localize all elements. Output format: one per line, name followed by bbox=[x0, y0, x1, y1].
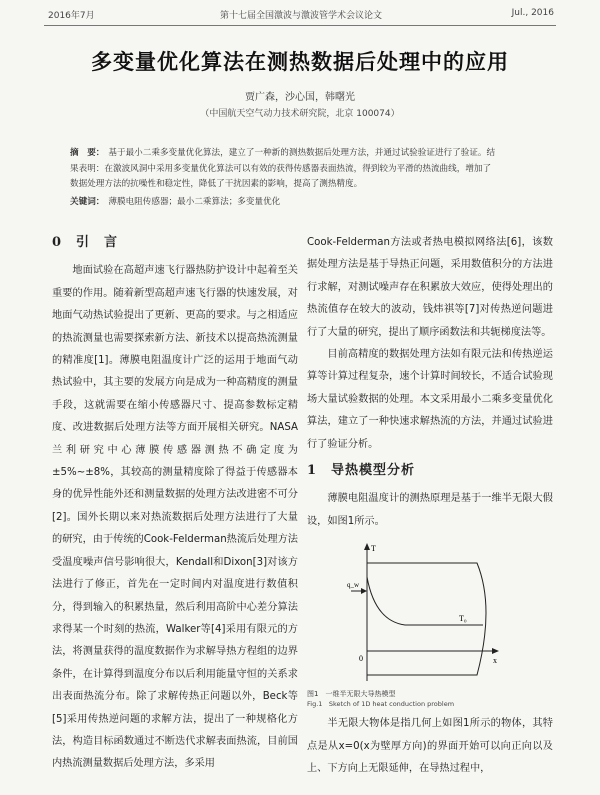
figure-caption-en: Fig.1 Sketch of 1D heat conduction problem bbox=[307, 700, 455, 709]
keywords-text: 薄膜电阻传感器；最小二乘算法；多变量优化 bbox=[108, 196, 281, 207]
section-number: 1 bbox=[307, 463, 318, 479]
paper-affiliation: （中国航天空气动力技术研究院，北京 100074） bbox=[200, 109, 400, 119]
abstract-label: 摘 要： bbox=[70, 148, 105, 158]
axis-label-origin: 0 bbox=[359, 654, 363, 664]
abstract-block bbox=[70, 146, 540, 210]
section-title: 导热模型分析 bbox=[331, 463, 416, 479]
right-column bbox=[307, 232, 553, 781]
header-conference: 第十七届全国激波与激波管学术会议论文 bbox=[220, 11, 383, 21]
abstract-line: 果表明：在激波风洞中采用多变量优化算法可以有效的获得传感器表面热流，得到较为平滑的热流曲线，增加了 bbox=[70, 163, 492, 174]
body-paragraph: 半无限大物体是指几何上如图1所示的物体，其特点是从x=0(x为壁厚方向)的界面开始可以向正向以及上、下方向上无限延伸，在导热过程中， bbox=[307, 718, 553, 775]
running-header bbox=[0, 8, 600, 22]
axis-label-x: x bbox=[493, 656, 497, 666]
keywords-line bbox=[70, 195, 540, 211]
paper-authors: 贾广森，沙心国，韩曙光 bbox=[245, 92, 355, 103]
body-paragraph: 地面试验在高超声速飞行器热防护设计中起着至关重要的作用。随着新型高超声速飞行器的快速发展，对地面气动热试验提出了更新、更高的要求。与之相适应的热流测量也需要探索新方法、新技术以提高热流测量的精准度[1]。薄膜电阻温度计广泛的运用于地面气动热试验中，其主要的发展方向是成为一种高精度的测量手段，这就需要在缩小传感器尺寸、提高参数标定精度、改进数据后处理方法等方面开展相关研究。NASA兰利研究中心薄膜传感器测热不确定度为±5%~±8%，其较高的测量精度除了得益于传感器本身的优异性能外还和测量数据的处理方法改进密不可分[2]。国外长期以来对热流数据后处理方法进行了大量的研究，由于传统的Cook-Felderman热流后处理方法受温度噪声信号影响很大，Kendall和Dixon[3]对该方法进行了修正，首先在一定时间内对温度进行数值积分，得到输入的积累热量，然后利用高阶中心差分算法求得某一个时刻的热流，Walker等[4]采用有限元的方法，将测量获得的温度数据作为求解导热方程组的边界条件，在计算得到温度分布以后利用能量守恒的关系求出表面热流分布。除了求解传热正问题以外，Beck等[5]采用传热逆问题的求解方法，提出了一种规格化方法，构造目标函数通过不断迭代求解表面热流，目前国内热流测量数据后处理方法，多采用 bbox=[52, 265, 298, 770]
body-paragraph: 目前高精度的数据处理方法如有限元法和传热逆运算等计算过程复杂，速个计算时间较长，不适合试验现场大量试验数据的处理。本文采用最小二乘多变量优化算法，建立了一种快速求解热流的方法，并通过试验进行了验证分析。 bbox=[307, 349, 553, 450]
heat-conduction-sketch bbox=[345, 539, 515, 689]
header-rule bbox=[44, 25, 556, 26]
label-heat-flux: q_w bbox=[347, 581, 360, 590]
header-date-en: Jul., 2016 bbox=[511, 8, 554, 18]
keywords-label: 关键词： bbox=[70, 196, 105, 207]
figure-1 bbox=[307, 539, 553, 709]
label-initial-temp: T₀ bbox=[459, 614, 467, 624]
body-paragraph: Cook-Felderman方法或者热电模拟网络法[6]，该数据处理方法是基于导热正问题，采用数值积分的方法进行求解，对测试噪声存在积累放大效应，使得处理出的热流值存在较大的波动，钱炜祺等[7]对传热逆问题进行了大量的研究，提出了顺序函数法和共轭梯度法等。 bbox=[307, 237, 553, 338]
section-heading-model bbox=[307, 460, 553, 482]
header-date: 2016年7月 bbox=[48, 11, 95, 21]
section-title: 引 言 bbox=[76, 235, 119, 250]
section-heading-intro bbox=[52, 232, 298, 254]
section-number: 0 bbox=[52, 235, 63, 250]
abstract-line bbox=[70, 146, 540, 162]
body-paragraph: 薄膜电阻温度计的测热原理是基于一维半无限大假设，如图1所示。 bbox=[307, 493, 553, 527]
figure-caption-cn: 图1 一维半无限大导热模型 bbox=[307, 690, 396, 699]
axis-label-T: T bbox=[371, 544, 376, 554]
left-column bbox=[52, 232, 298, 776]
abstract-line: 数据处理方法的抗噪性和稳定性，降低了干扰因素的影响，提高了测热精度。 bbox=[70, 179, 363, 189]
abstract-text: 基于最小二乘多变量优化算法，建立了一种新的测热数据后处理方法，并通过试验验证进行了验证。结 bbox=[108, 148, 496, 158]
paper-title: 多变量优化算法在测热数据后处理中的应用 bbox=[91, 49, 509, 74]
